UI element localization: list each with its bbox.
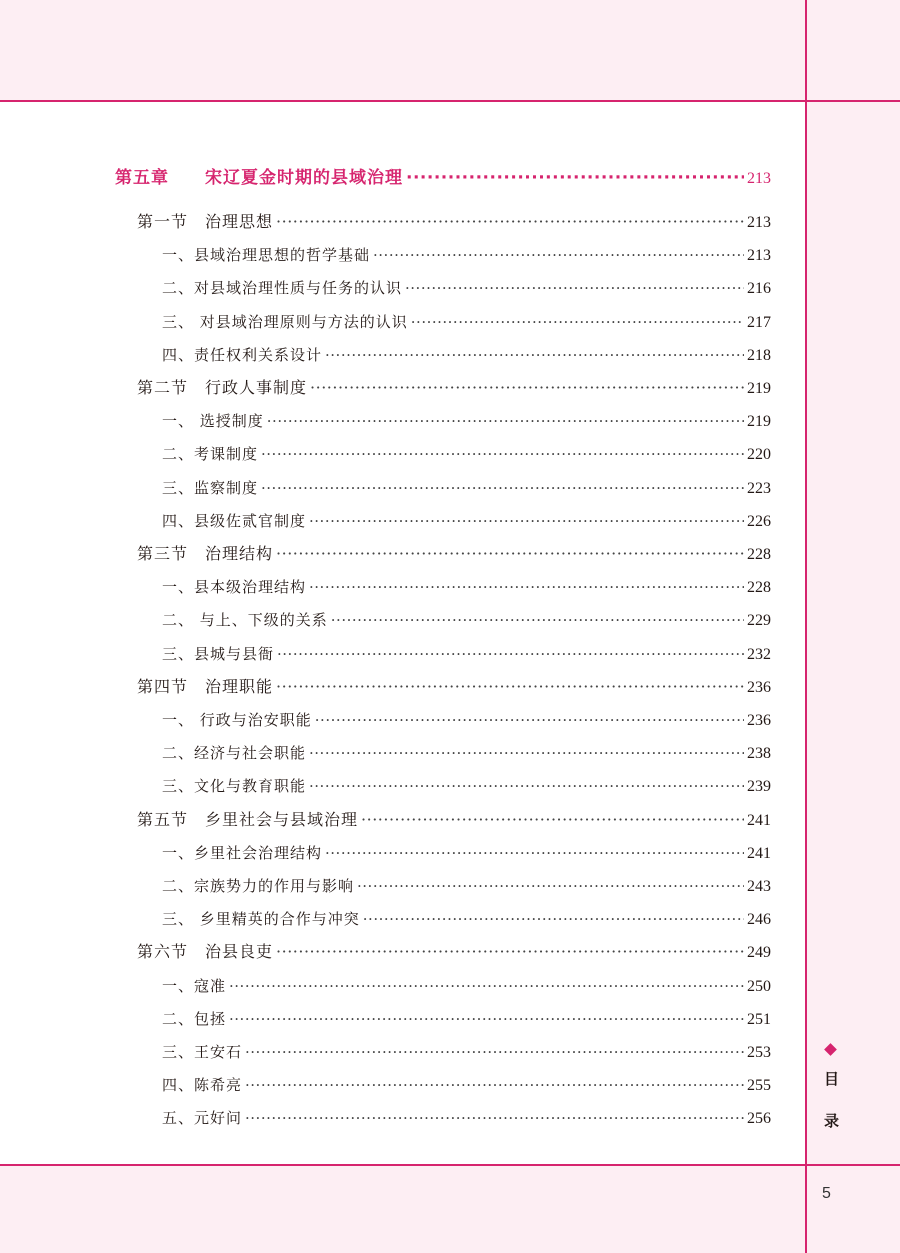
leader-dots [373,245,744,265]
leader-dots [315,710,744,730]
toc-item-title: 三、 乡里精英的合作与冲突 [162,910,360,928]
leader-dots [261,444,744,464]
leader-dots [267,411,744,431]
toc-section-page: 236 [747,679,771,696]
toc-item-page: 246 [747,911,771,928]
toc-section[interactable] [137,810,771,831]
toc-item-title: 一、 选授制度 [162,412,264,430]
toc-item-title: 二、对县域治理性质与任务的认识 [162,279,403,297]
toc-item-title: 三、文化与教育职能 [162,777,307,795]
toc-item[interactable] [162,245,771,266]
leader-dots [229,976,744,996]
toc-item-page: 216 [747,280,771,297]
leader-dots [261,478,744,498]
toc-section[interactable] [137,378,771,399]
toc-section-title: 第四节 治理职能 [137,677,274,696]
toc-item[interactable] [162,610,771,631]
toc-item-page: 238 [747,745,771,762]
toc-section-title: 第一节 治理思想 [137,212,274,231]
toc-item-page: 220 [747,446,771,463]
toc-item-title: 二、经济与社会职能 [162,744,307,762]
side-tab-label-mu: 目 [824,1070,840,1088]
toc-item-page: 229 [747,612,771,629]
toc-item-title: 一、寇准 [162,977,227,995]
chapter-page: 213 [747,170,771,187]
toc-item-page: 226 [747,513,771,530]
toc-item-page: 232 [747,646,771,663]
toc-section-page: 213 [747,214,771,231]
leader-dots [411,312,744,332]
leader-dots [276,677,744,697]
toc-section[interactable] [137,677,771,698]
toc-item[interactable] [162,278,771,299]
toc-item-title: 二、考课制度 [162,445,259,463]
leader-dots [309,776,744,796]
leader-dots [309,743,744,763]
toc-item[interactable] [162,1108,771,1129]
side-tab-label-lu: 录 [824,1112,840,1130]
leader-dots [276,212,744,232]
toc-item-title: 一、 行政与治安职能 [162,711,312,729]
toc-section[interactable] [137,942,771,963]
toc-item-title: 二、 与上、下级的关系 [162,611,328,629]
toc-item[interactable] [162,411,771,432]
toc-item-title: 二、宗族势力的作用与影响 [162,877,355,895]
side-rule [805,0,807,1253]
toc-section-title: 第六节 治县良吏 [137,942,274,961]
bottom-rule [0,1164,900,1166]
leader-dots [245,1108,744,1128]
toc-item-page: 239 [747,778,771,795]
leader-dots [325,345,744,365]
toc-item-title: 三、县城与县衙 [162,645,275,663]
toc-item[interactable] [162,909,771,930]
leader-dots [363,909,744,929]
toc-item-title: 五、元好问 [162,1109,243,1127]
toc-item-page: 228 [747,579,771,596]
page-number: 5 [822,1185,831,1202]
leader-dots [309,511,744,531]
leader-dots [357,876,744,896]
leader-dots [309,577,744,597]
toc-item[interactable] [162,876,771,897]
leader-dots [245,1075,744,1095]
toc-chapter[interactable] [115,168,771,189]
top-rule [0,100,900,102]
leader-dots [331,610,744,630]
toc-item-page: 223 [747,480,771,497]
toc-section[interactable] [137,212,771,233]
toc-item[interactable] [162,743,771,764]
toc-item[interactable] [162,577,771,598]
toc-section-title: 第三节 治理结构 [137,544,274,563]
toc-item-title: 三、 对县域治理原则与方法的认识 [162,313,408,331]
toc-item-page: 218 [747,347,771,364]
toc-item-page: 250 [747,978,771,995]
toc-item-title: 三、王安石 [162,1043,243,1061]
toc-section[interactable] [137,544,771,565]
toc-item-page: 253 [747,1044,771,1061]
leader-dots [229,1009,744,1029]
toc-item[interactable] [162,776,771,797]
toc-section-title: 第五节 乡里社会与县域治理 [137,810,359,829]
leader-dots [277,644,744,664]
leader-dots [406,168,744,188]
toc-item-page: 241 [747,845,771,862]
toc-item[interactable] [162,345,771,366]
leader-dots [245,1042,744,1062]
toc-item-title: 一、县本级治理结构 [162,578,307,596]
toc-section-page: 241 [747,812,771,829]
toc-item-title: 四、陈希亮 [162,1076,243,1094]
leader-dots [276,544,744,564]
toc-section-page: 219 [747,380,771,397]
diamond-icon [824,1043,837,1056]
chapter-title: 第五章 宋辽夏金时期的县域治理 [115,168,403,188]
toc-item[interactable] [162,1009,771,1030]
toc-item-title: 二、包拯 [162,1010,227,1028]
toc-item-title: 一、县域治理思想的哲学基础 [162,246,371,264]
toc-item-title: 一、乡里社会治理结构 [162,844,323,862]
toc-item-page: 213 [747,247,771,264]
toc-item-title: 三、监察制度 [162,479,259,497]
leader-dots [276,942,744,962]
toc-item[interactable] [162,444,771,465]
toc-item-page: 255 [747,1077,771,1094]
leader-dots [310,378,744,398]
toc-item-page: 243 [747,878,771,895]
toc-item[interactable] [162,478,771,499]
toc-item[interactable] [162,511,771,532]
toc-item[interactable] [162,1042,771,1063]
toc-item-page: 219 [747,413,771,430]
toc-item-page: 236 [747,712,771,729]
toc-item-page: 251 [747,1011,771,1028]
toc-item-page: 256 [747,1110,771,1127]
leader-dots [405,278,744,298]
toc-item[interactable] [162,976,771,997]
toc-item-page: 217 [747,314,771,331]
toc-item[interactable] [162,644,771,665]
toc-item-title: 四、县级佐贰官制度 [162,512,307,530]
toc-item[interactable] [162,312,771,333]
toc-item[interactable] [162,710,771,731]
leader-dots [325,843,744,863]
toc-item[interactable] [162,843,771,864]
toc-section-page: 228 [747,546,771,563]
toc-section-page: 249 [747,944,771,961]
toc-item-title: 四、责任权利关系设计 [162,346,323,364]
toc-item[interactable] [162,1075,771,1096]
leader-dots [361,810,744,830]
toc-section-title: 第二节 行政人事制度 [137,378,308,397]
